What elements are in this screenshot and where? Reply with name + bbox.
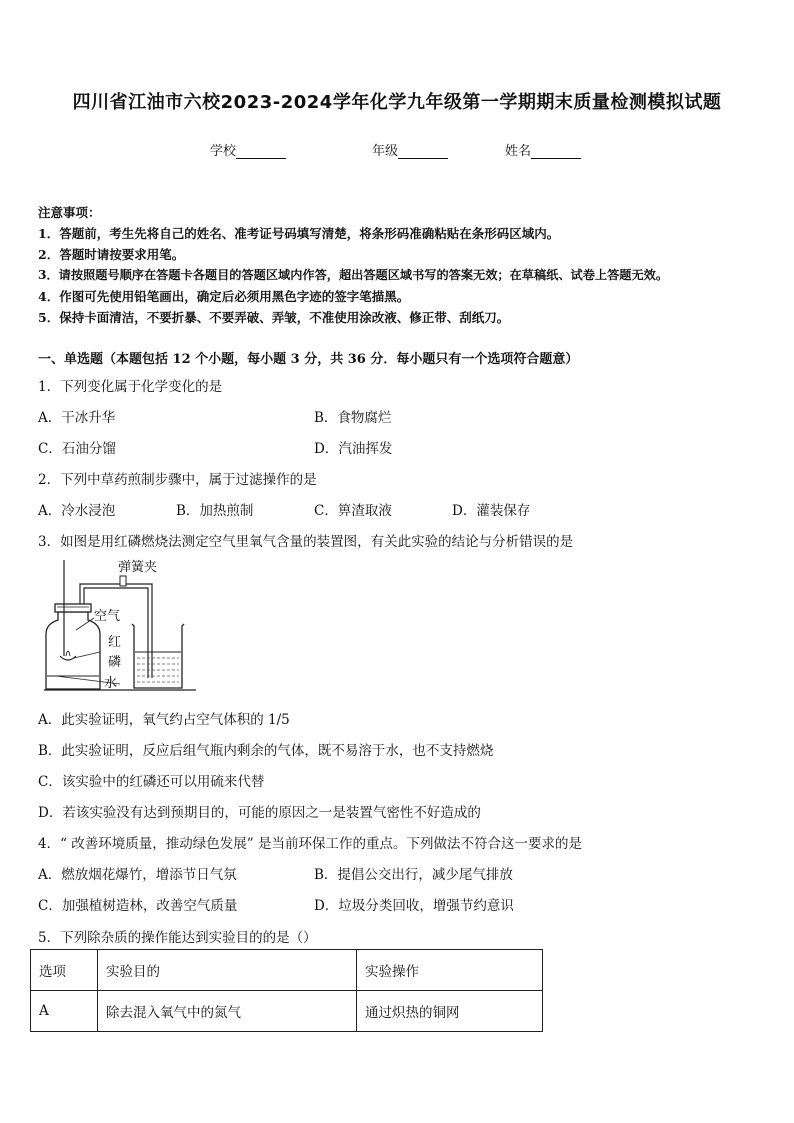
table-cell: 除去混入氧气中的氮气 [98, 991, 357, 1032]
phosphorus-combustion-apparatus [36, 556, 206, 696]
grade-label: 年级 [372, 144, 399, 159]
flame [66, 651, 70, 656]
q1-option-b[interactable]: B．食物腐烂 [314, 410, 392, 426]
name-label: 姓名 [505, 144, 532, 159]
q2-option-a[interactable]: A．冷水浸泡 [38, 503, 116, 519]
page-title: 四川省江油市六校2023-2024学年化学九年级第一学期期末质量检测模拟试题 [72, 92, 722, 113]
q4-option-a[interactable]: A．燃放烟花爆竹，增添节日气氛 [38, 867, 237, 883]
q2-option-b[interactable]: B．加热煎制 [176, 503, 254, 519]
grade-blank[interactable] [398, 144, 448, 159]
rubber-stopper [55, 604, 91, 612]
q2-option-d[interactable]: D．灌装保存 [452, 503, 531, 519]
table-cell: A [31, 991, 98, 1032]
phosphorus-label-1: 红 [108, 635, 122, 650]
q3-option-b[interactable]: B．此实验证明，反应后组气瓶内剩余的气体，既不易溶于水，也不支持燃烧 [38, 743, 494, 759]
school-field[interactable] [210, 140, 286, 159]
table-header-row [31, 950, 543, 991]
q4-option-b[interactable]: B．提倡公交出行，减少尾气排放 [314, 867, 513, 883]
combustion-spoon [60, 656, 76, 660]
q4-option-c[interactable]: C．加强植树造林，改善空气质量 [38, 898, 238, 914]
clamp-label: 弹簧夹 [118, 560, 158, 575]
notice-item: 3．请按照题号顺序在答题卡各题目的答题区域内作答，超出答题区域书写的答案无效；在草稿纸、试卷上答题无效。 [38, 268, 669, 282]
notice-item: 4．作图可先使用铅笔画出，确定后必须用黑色字迹的签字笔描黑。 [38, 289, 410, 304]
question-5-stem: 5．下列除杂质的操作能达到实验目的的是（） [38, 930, 317, 946]
school-label: 学校 [210, 144, 237, 159]
grade-field[interactable] [372, 140, 448, 159]
q3-option-a[interactable]: A．此实验证明，氧气约占空气体积的 1/5 [38, 712, 290, 728]
q5-table [30, 949, 543, 1032]
notice-item: 2．答题时请按要求用笔。 [38, 247, 185, 262]
phosphorus-label-2: 磷 [108, 655, 122, 670]
q4-option-d[interactable]: D．垃圾分类回收，增强节约意识 [314, 898, 514, 914]
air-label: 空气 [94, 609, 121, 624]
name-field[interactable] [505, 140, 581, 159]
question-3-stem: 3．如图是用红磷燃烧法测定空气里氧气含量的装置图，有关此实验的结论与分析错误的是 [38, 534, 574, 550]
school-blank[interactable] [236, 144, 286, 159]
notice-item: 1．答题前，考生先将自己的姓名、准考证号码填写清楚，将条形码准确粘贴在条形码区域内。 [38, 226, 560, 241]
q1-option-d[interactable]: D．汽油挥发 [314, 441, 393, 457]
question-2-stem: 2．下列中草药煎制步骤中，属于过滤操作的是 [38, 472, 317, 488]
spring-clamp [120, 576, 126, 586]
table-header-cell: 选项 [31, 950, 98, 991]
section-heading: 一、单选题（本题包括 12 个小题，每小题 3 分，共 36 分．每小题只有一个选项符合题意） [38, 352, 579, 367]
notice-item: 5．保持卡面清洁，不要折暴、不要弄破、弄皱，不准使用涂改液、修正带、刮纸刀。 [38, 310, 510, 325]
name-blank[interactable] [531, 144, 581, 159]
notice-heading: 注意事项： [38, 205, 101, 220]
gas-jar [46, 612, 100, 689]
q3-option-c[interactable]: C．该实验中的红磷还可以用硫来代替 [38, 774, 265, 790]
q2-option-c[interactable]: C．箅渣取液 [314, 503, 392, 519]
q1-option-a[interactable]: A．干冰升华 [38, 410, 116, 426]
beaker-water [137, 658, 179, 682]
water-label: 水 [104, 676, 118, 691]
question-1-stem: 1．下列变化属于化学变化的是 [38, 379, 223, 395]
table-header-cell: 实验目的 [98, 950, 357, 991]
table-header-cell: 实验操作 [357, 950, 543, 991]
q3-option-d[interactable]: D．若该实验没有达到预期目的，可能的原因之一是装置气密性不好造成的 [38, 805, 481, 821]
question-4-stem: 4．“ 改善环境质量，推动绿色发展” 是当前环保工作的重点。下列做法不符合这一要求的是 [38, 836, 582, 852]
table-cell: 通过炽热的铜网 [357, 991, 543, 1032]
beaker [132, 624, 184, 688]
q1-option-c[interactable]: C．石油分馏 [38, 441, 116, 457]
table-row[interactable] [31, 991, 543, 1032]
